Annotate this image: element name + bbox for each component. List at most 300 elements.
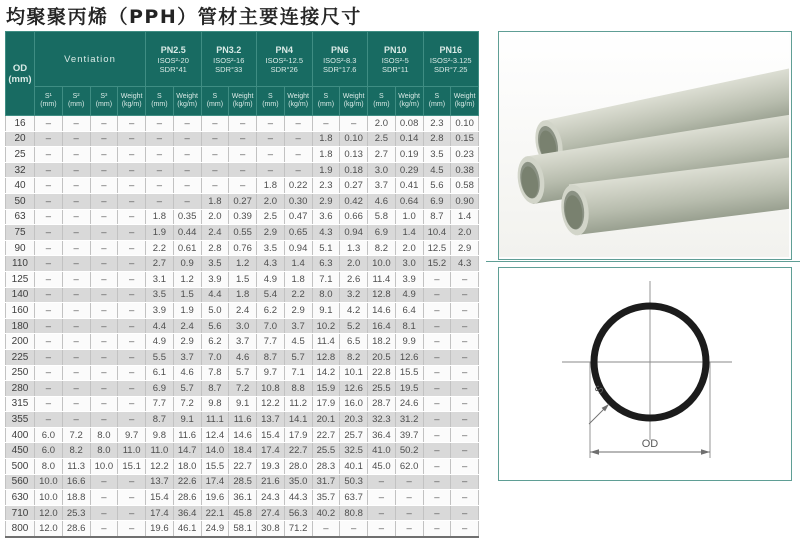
table-cell: 27.4 [257, 505, 285, 521]
table-cell: 2.0 [395, 240, 423, 256]
table-cell: 0.13 [340, 147, 368, 163]
table-cell: 10.0 [35, 490, 63, 506]
table-row [6, 303, 479, 319]
table-cell: 16.0 [340, 396, 368, 412]
table-row [6, 349, 479, 365]
table-cell: – [62, 193, 90, 209]
table-cell: – [35, 240, 63, 256]
table-row [6, 381, 479, 397]
table-cell: 5.0 [201, 303, 229, 319]
table-cell: – [201, 131, 229, 147]
pn2-5-group-header: PN2.5 ISOS²-20 SDR°41 [146, 32, 202, 87]
table-row [6, 334, 479, 350]
table-cell: 15.1 [118, 459, 146, 475]
table-row [6, 443, 479, 459]
table-cell: – [62, 334, 90, 350]
table-cell: 50.3 [340, 474, 368, 490]
table-cell: 0.14 [395, 131, 423, 147]
table-cell: 4.6 [368, 193, 396, 209]
table-cell: – [229, 162, 257, 178]
table-cell: – [423, 318, 451, 334]
table-cell: – [368, 505, 396, 521]
table-cell: 4.4 [146, 318, 174, 334]
pipe-cross-section-diagram [499, 268, 791, 480]
table-cell: – [340, 521, 368, 537]
table-cell: 4.3 [312, 225, 340, 241]
od-value: 355 [6, 412, 35, 428]
table-cell: 9.1 [229, 396, 257, 412]
table-cell: – [90, 303, 118, 319]
table-cell: – [368, 521, 396, 537]
table-cell: 2.2 [146, 240, 174, 256]
table-cell: – [257, 116, 285, 132]
table-cell: 5.8 [368, 209, 396, 225]
table-cell: – [451, 474, 479, 490]
table-cell: – [257, 131, 285, 147]
table-row [6, 178, 479, 194]
table-cell: 11.0 [146, 443, 174, 459]
table-cell: 25.7 [340, 427, 368, 443]
table-cell: 9.7 [257, 365, 285, 381]
table-cell: 9.7 [118, 427, 146, 443]
table-cell: – [201, 178, 229, 194]
table-cell: 2.0 [340, 256, 368, 272]
table-cell: – [35, 131, 63, 147]
table-row [6, 427, 479, 443]
table-cell: – [118, 303, 146, 319]
table-header [6, 32, 479, 116]
table-cell: – [62, 303, 90, 319]
table-cell: – [90, 521, 118, 537]
table-cell: – [62, 178, 90, 194]
table-cell: 1.4 [395, 225, 423, 241]
table-cell: 17.4 [257, 443, 285, 459]
table-cell: 6.1 [146, 365, 174, 381]
table-cell: – [90, 505, 118, 521]
od-value: 250 [6, 365, 35, 381]
table-cell: 10.0 [35, 474, 63, 490]
table-cell: 24.3 [257, 490, 285, 506]
table-cell: 3.7 [173, 349, 201, 365]
table-cell: – [90, 162, 118, 178]
table-cell: 40.1 [340, 459, 368, 475]
table-cell: – [90, 490, 118, 506]
od-value: 20 [6, 131, 35, 147]
table-cell: 7.1 [312, 271, 340, 287]
table-cell: 5.1 [312, 240, 340, 256]
pn10-weight-header: Weight (kg/m) [395, 87, 423, 116]
table-cell: 0.76 [229, 240, 257, 256]
table-cell: 56.3 [284, 505, 312, 521]
table-cell: 5.7 [173, 381, 201, 397]
table-cell: 0.23 [451, 147, 479, 163]
table-cell: – [118, 178, 146, 194]
pn16-s-header: S (mm) [423, 87, 451, 116]
table-cell: – [90, 381, 118, 397]
pn6-group-header: PN6 ISOS²-8.3 SDR°17.6 [312, 32, 368, 87]
table-cell: 17.9 [312, 396, 340, 412]
table-cell: – [423, 303, 451, 319]
table-cell: 2.5 [368, 131, 396, 147]
table-cell: 50.2 [395, 443, 423, 459]
table-cell: – [118, 334, 146, 350]
table-cell: 18.8 [62, 490, 90, 506]
table-cell: 28.0 [284, 459, 312, 475]
table-cell: – [284, 116, 312, 132]
table-cell: 3.2 [340, 287, 368, 303]
table-cell: – [118, 131, 146, 147]
table-cell: 20.5 [368, 349, 396, 365]
table-cell: 19.6 [146, 521, 174, 537]
table-cell: 80.8 [340, 505, 368, 521]
table-cell: 36.4 [173, 505, 201, 521]
table-cell: – [90, 209, 118, 225]
table-cell: – [62, 381, 90, 397]
table-cell: – [201, 147, 229, 163]
table-cell: 3.9 [146, 303, 174, 319]
table-cell: – [146, 147, 174, 163]
table-cell: – [62, 116, 90, 132]
table-cell: 31.7 [312, 474, 340, 490]
table-cell: 8.0 [90, 443, 118, 459]
table-row [6, 521, 479, 537]
table-cell: 0.58 [451, 178, 479, 194]
pn6-s-header: S (mm) [312, 87, 340, 116]
table-cell: – [173, 178, 201, 194]
table-cell: – [118, 349, 146, 365]
table-cell: – [257, 147, 285, 163]
table-cell: 2.0 [201, 209, 229, 225]
table-cell: 31.2 [395, 412, 423, 428]
table-cell: – [368, 490, 396, 506]
vent-s3-header: S³ (mm) [90, 87, 118, 116]
table-cell: – [173, 147, 201, 163]
table-cell: 32.3 [368, 412, 396, 428]
table-cell: 11.0 [118, 443, 146, 459]
table-cell: 0.65 [284, 225, 312, 241]
table-cell: – [451, 318, 479, 334]
table-row [6, 147, 479, 163]
table-cell: 15.5 [201, 459, 229, 475]
table-cell: – [35, 193, 63, 209]
table-cell: – [146, 116, 174, 132]
pn3-2-s-header: S (mm) [201, 87, 229, 116]
table-cell: – [146, 131, 174, 147]
table-cell: – [90, 412, 118, 428]
cross-section-panel [498, 267, 792, 481]
table-cell: 7.2 [229, 381, 257, 397]
table-cell: 11.1 [201, 412, 229, 428]
table-cell: 16.6 [62, 474, 90, 490]
table-cell: 12.0 [35, 521, 63, 537]
table-cell: – [118, 474, 146, 490]
table-cell: – [35, 116, 63, 132]
table-cell: 0.10 [340, 131, 368, 147]
table-cell: 7.2 [173, 396, 201, 412]
table-cell: 18.2 [368, 334, 396, 350]
table-cell: – [284, 147, 312, 163]
table-cell: – [423, 365, 451, 381]
table-cell: – [90, 131, 118, 147]
table-cell: 7.0 [201, 349, 229, 365]
table-cell: 2.4 [229, 303, 257, 319]
table-cell: – [201, 162, 229, 178]
table-cell: 15.2 [423, 256, 451, 272]
pn2-5-weight-header: Weight (kg/m) [173, 87, 201, 116]
table-row [6, 225, 479, 241]
pn4-s-header: S (mm) [257, 87, 285, 116]
table-cell: 3.5 [201, 256, 229, 272]
table-cell: – [423, 412, 451, 428]
pn3-2-group-header: PN3.2 ISOS²-16 SDR°33 [201, 32, 257, 87]
table-cell: 17.4 [201, 474, 229, 490]
table-cell: 1.8 [146, 209, 174, 225]
table-cell: 11.3 [62, 459, 90, 475]
table-cell: 0.27 [340, 178, 368, 194]
table-cell: 13.7 [257, 412, 285, 428]
table-cell: 5.4 [257, 287, 285, 303]
table-row [6, 474, 479, 490]
table-cell: 13.7 [146, 474, 174, 490]
ventiation-group-header: Ventiation [35, 32, 146, 87]
table-cell: 16.4 [368, 318, 396, 334]
table-cell: 2.9 [312, 193, 340, 209]
od-value: 630 [6, 490, 35, 506]
table-cell: 14.1 [284, 412, 312, 428]
table-cell: 11.6 [173, 427, 201, 443]
table-cell: 71.2 [284, 521, 312, 537]
table-cell: 35.7 [312, 490, 340, 506]
table-cell: 14.6 [229, 427, 257, 443]
table-cell: 2.4 [173, 318, 201, 334]
table-cell: – [173, 162, 201, 178]
table-cell: 1.4 [451, 209, 479, 225]
table-cell: 10.8 [257, 381, 285, 397]
table-cell: 1.2 [173, 271, 201, 287]
table-cell: 2.9 [173, 334, 201, 350]
table-cell: – [423, 521, 451, 537]
od-arrow-left [590, 449, 599, 455]
table-cell: 1.9 [173, 303, 201, 319]
table-cell: – [395, 490, 423, 506]
table-cell: – [35, 178, 63, 194]
table-cell: – [423, 349, 451, 365]
table-cell: 9.1 [173, 412, 201, 428]
table-cell: 1.9 [146, 225, 174, 241]
table-cell: 12.2 [257, 396, 285, 412]
table-cell: – [451, 427, 479, 443]
vent-s1-header: S¹ (mm) [35, 87, 63, 116]
table-cell: 4.6 [173, 365, 201, 381]
vent-weight-header: Weight (kg/m) [118, 87, 146, 116]
table-cell: – [62, 240, 90, 256]
table-cell: – [35, 396, 63, 412]
table-cell: 8.2 [368, 240, 396, 256]
table-cell: 19.5 [395, 381, 423, 397]
table-cell: 9.9 [395, 334, 423, 350]
table-cell: 12.6 [340, 381, 368, 397]
table-cell: – [368, 474, 396, 490]
table-row [6, 209, 479, 225]
table-cell: 0.42 [340, 193, 368, 209]
table-cell: – [35, 271, 63, 287]
table-cell: 36.1 [229, 490, 257, 506]
table-cell: 1.8 [257, 178, 285, 194]
table-cell: 2.9 [257, 225, 285, 241]
table-cell: 20.3 [340, 412, 368, 428]
od-column-header: OD (mm) [6, 32, 35, 116]
table-cell: – [201, 116, 229, 132]
table-row [6, 116, 479, 132]
table-row [6, 505, 479, 521]
table-cell: – [395, 474, 423, 490]
table-cell: 28.7 [368, 396, 396, 412]
table-cell: 28.5 [229, 474, 257, 490]
table-cell: – [118, 396, 146, 412]
table-cell: 1.8 [201, 193, 229, 209]
table-cell: 2.7 [146, 256, 174, 272]
table-cell: 0.15 [451, 131, 479, 147]
table-cell: 22.7 [229, 459, 257, 475]
table-cell: 63.7 [340, 490, 368, 506]
table-cell: 25.5 [368, 381, 396, 397]
table-cell: – [62, 287, 90, 303]
table-cell: – [118, 287, 146, 303]
table-cell: 8.0 [312, 287, 340, 303]
table-cell: – [423, 490, 451, 506]
table-cell: 8.0 [90, 427, 118, 443]
pn6-weight-header: Weight (kg/m) [340, 87, 368, 116]
table-cell: – [35, 318, 63, 334]
table-cell: 9.8 [146, 427, 174, 443]
table-cell: – [451, 396, 479, 412]
od-value: 160 [6, 303, 35, 319]
table-cell: 0.39 [229, 209, 257, 225]
table-cell: 0.35 [173, 209, 201, 225]
table-cell: 3.7 [284, 318, 312, 334]
table-row [6, 365, 479, 381]
table-cell: 12.6 [395, 349, 423, 365]
table-cell: – [340, 116, 368, 132]
table-cell: 0.9 [173, 256, 201, 272]
table-cell: 1.4 [284, 256, 312, 272]
table-cell: 8.7 [423, 209, 451, 225]
table-cell: 46.1 [173, 521, 201, 537]
pn16-group-header: PN16 ISOS²-3.125 SDR°7.25 [423, 32, 479, 87]
table-cell: – [35, 334, 63, 350]
table-cell: – [423, 459, 451, 475]
table-cell: 22.7 [312, 427, 340, 443]
table-cell: 0.94 [284, 240, 312, 256]
table-cell: 14.2 [312, 365, 340, 381]
table-cell: – [118, 209, 146, 225]
table-cell: 7.0 [257, 318, 285, 334]
table-row [6, 256, 479, 272]
table-cell: – [451, 521, 479, 537]
od-value: 280 [6, 381, 35, 397]
table-cell: – [90, 365, 118, 381]
table-cell: 2.3 [312, 178, 340, 194]
table-body [6, 116, 479, 538]
table-cell: 10.4 [423, 225, 451, 241]
table-cell: 25.5 [312, 443, 340, 459]
table-cell: 22.1 [201, 505, 229, 521]
table-cell: 1.8 [284, 271, 312, 287]
table-cell: 21.6 [257, 474, 285, 490]
table-cell: – [118, 505, 146, 521]
table-cell: 10.2 [312, 318, 340, 334]
table-cell: 5.5 [146, 349, 174, 365]
pn16-weight-header: Weight (kg/m) [451, 87, 479, 116]
table-cell: 3.0 [395, 256, 423, 272]
table-cell: – [118, 256, 146, 272]
table-cell: – [90, 240, 118, 256]
table-cell: 17.4 [146, 505, 174, 521]
table-cell: – [118, 521, 146, 537]
od-value: 200 [6, 334, 35, 350]
table-cell: – [62, 271, 90, 287]
od-value: 560 [6, 474, 35, 490]
table-cell: 5.2 [340, 318, 368, 334]
table-cell: 8.7 [146, 412, 174, 428]
table-cell: – [451, 365, 479, 381]
table-cell: – [62, 318, 90, 334]
table-cell: 5.6 [423, 178, 451, 194]
table-cell: – [395, 505, 423, 521]
table-cell: 45.0 [368, 459, 396, 475]
table-cell: 2.6 [340, 271, 368, 287]
table-cell: 22.6 [173, 474, 201, 490]
table-cell: 11.2 [284, 396, 312, 412]
table-cell: 1.8 [229, 287, 257, 303]
table-cell: 0.10 [451, 116, 479, 132]
table-row [6, 318, 479, 334]
table-cell: 0.41 [395, 178, 423, 194]
table-cell: – [173, 193, 201, 209]
table-cell: – [118, 271, 146, 287]
table-cell: – [284, 162, 312, 178]
table-cell: – [35, 147, 63, 163]
table-cell: – [146, 162, 174, 178]
pph-pipes-photo [499, 32, 789, 257]
table-cell: 1.9 [312, 162, 340, 178]
table-cell: – [118, 381, 146, 397]
pn4-weight-header: Weight (kg/m) [284, 87, 312, 116]
table-cell: 12.4 [201, 427, 229, 443]
table-cell: 25.3 [62, 505, 90, 521]
od-value: 125 [6, 271, 35, 287]
table-cell: – [35, 225, 63, 241]
table-cell: 11.6 [229, 412, 257, 428]
table-cell: – [90, 474, 118, 490]
od-value: 800 [6, 521, 35, 537]
table-cell: 3.0 [368, 162, 396, 178]
table-row [6, 271, 479, 287]
table-cell: 39.7 [395, 427, 423, 443]
table-cell: 4.3 [257, 256, 285, 272]
table-cell: 28.6 [173, 490, 201, 506]
table-cell: – [35, 209, 63, 225]
table-row [6, 412, 479, 428]
table-cell: – [423, 287, 451, 303]
table-cell: 4.5 [423, 162, 451, 178]
table-cell: – [284, 131, 312, 147]
od-value: 315 [6, 396, 35, 412]
table-cell: – [90, 396, 118, 412]
table-cell: 2.4 [201, 225, 229, 241]
table-cell: 6.9 [423, 193, 451, 209]
table-cell: 2.0 [368, 116, 396, 132]
